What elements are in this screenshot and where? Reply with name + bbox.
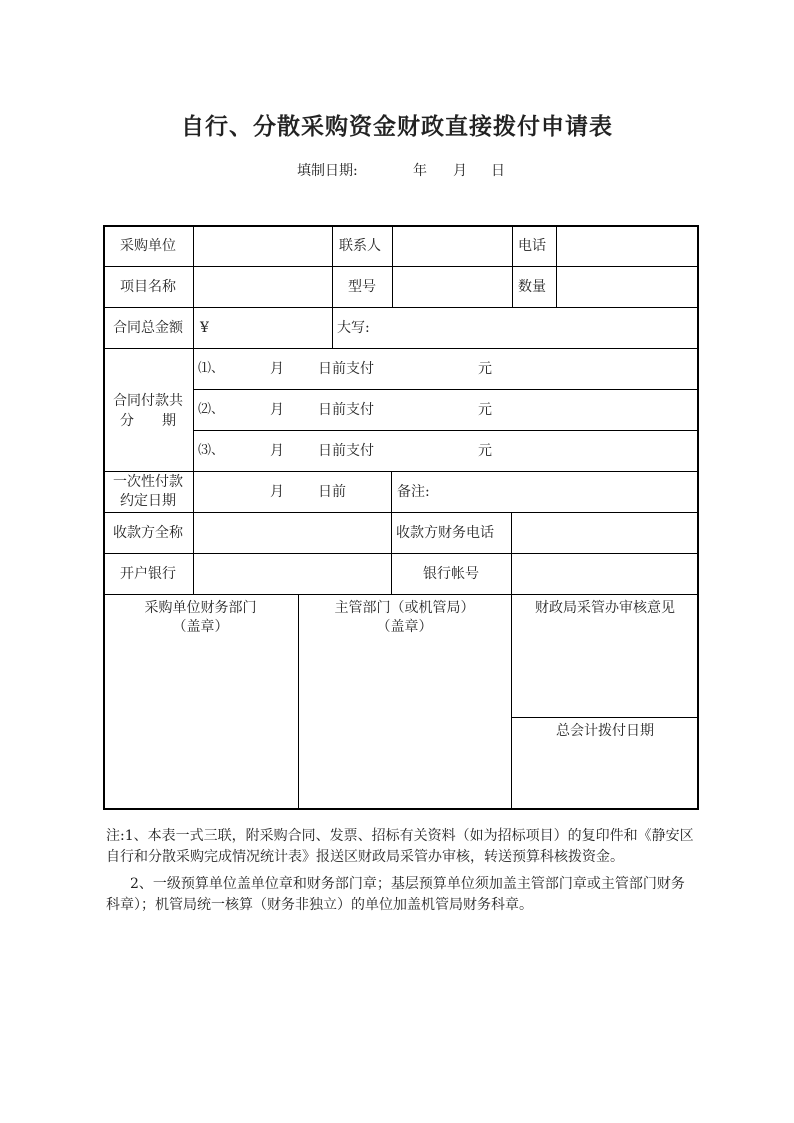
installment-yuan: 元: [478, 361, 492, 377]
installment-month: 月: [270, 402, 284, 418]
lump-sum-month: 月: [270, 484, 284, 500]
label-project-name: 项目名称: [120, 279, 176, 295]
col-divider: [392, 225, 393, 307]
table-border-left: [103, 225, 105, 810]
label-phone: 电话: [518, 238, 546, 254]
lump-sum-day-before: 日前: [318, 484, 346, 500]
label-bureau-review-opinion: 财政局采管办审核意见: [535, 600, 675, 616]
date-label: 填制日期:: [297, 163, 358, 179]
col-divider: [193, 225, 194, 594]
label-payee-finance-phone: 收款方财务电话: [396, 525, 494, 541]
col-divider: [511, 512, 512, 594]
label-purchasing-unit: 采购单位: [120, 238, 176, 254]
installment-number: ⑵、: [198, 402, 225, 417]
col-divider: [332, 225, 333, 348]
form-title: 自行、分散采购资金财政直接拨付申请表: [181, 113, 613, 140]
label-model: 型号: [348, 279, 376, 295]
col-divider: [512, 225, 513, 307]
notes: [106, 826, 698, 916]
installment-number: ⑶、: [198, 443, 225, 458]
row-divider: [103, 594, 699, 595]
label-lump-sum-line2: 约定日期: [120, 493, 176, 509]
note-2: 2、一级预算单位盖单位章和财务部门章；基层预算单位须加盖主管部门章或主管部门财务科章）；机管局统一核算（财务非独立）的单位加盖机管局财务科章。: [106, 876, 685, 913]
installment-yuan: 元: [478, 443, 492, 459]
installment-month: 月: [270, 361, 284, 377]
col-divider: [556, 225, 557, 307]
table-border-bottom: [103, 808, 699, 810]
label-bank: 开户银行: [120, 566, 176, 582]
row-divider: [193, 389, 699, 390]
date-month-label: 月: [453, 163, 467, 179]
row-divider: [511, 717, 699, 718]
label-installments-line2: 分 期: [120, 413, 176, 429]
label-quantity: 数量: [518, 279, 546, 295]
label-lump-sum-line1: 一次性付款: [113, 474, 183, 490]
label-supervising-department: 主管部门（或机管局）: [334, 600, 475, 616]
label-contact-person: 联系人: [339, 238, 381, 254]
label-installments-line1: 合同付款共: [113, 393, 183, 409]
note-1: 注:1、本表一式三联，附采购合同、发票、招标有关资料（如为招标项目）的复印件和《静安区自行和分散采购完成情况统计表》报送区财政局采管办审核，转送预算科核拨资金。: [106, 828, 694, 865]
date-day-label: 日: [491, 163, 505, 179]
label-amount-in-words: 大写:: [337, 320, 370, 336]
label-finance-seal: （盖章）: [172, 619, 229, 635]
row-divider: [193, 430, 699, 431]
installment-pay-before: 日前支付: [318, 402, 374, 418]
label-treasury-disbursement-date: 总会计拨付日期: [556, 723, 654, 739]
application-form-table: [103, 225, 699, 810]
date-year-label: 年: [413, 163, 427, 179]
installment-month: 月: [270, 443, 284, 459]
label-contract-total: 合同总金额: [113, 320, 183, 336]
label-finance-department: 采购单位财务部门: [144, 600, 257, 616]
installment-pay-before: 日前支付: [318, 361, 374, 377]
installment-number: ⑴、: [198, 361, 225, 376]
yen-symbol: ¥: [200, 320, 209, 336]
label-remarks: 备注:: [397, 484, 430, 500]
col-divider: [511, 594, 512, 809]
installment-yuan: 元: [478, 402, 492, 418]
label-bank-account: 银行帐号: [423, 566, 479, 582]
label-supervisor-seal: （盖章）: [376, 619, 433, 635]
label-payee-full-name: 收款方全称: [113, 525, 183, 541]
installment-pay-before: 日前支付: [318, 443, 374, 459]
